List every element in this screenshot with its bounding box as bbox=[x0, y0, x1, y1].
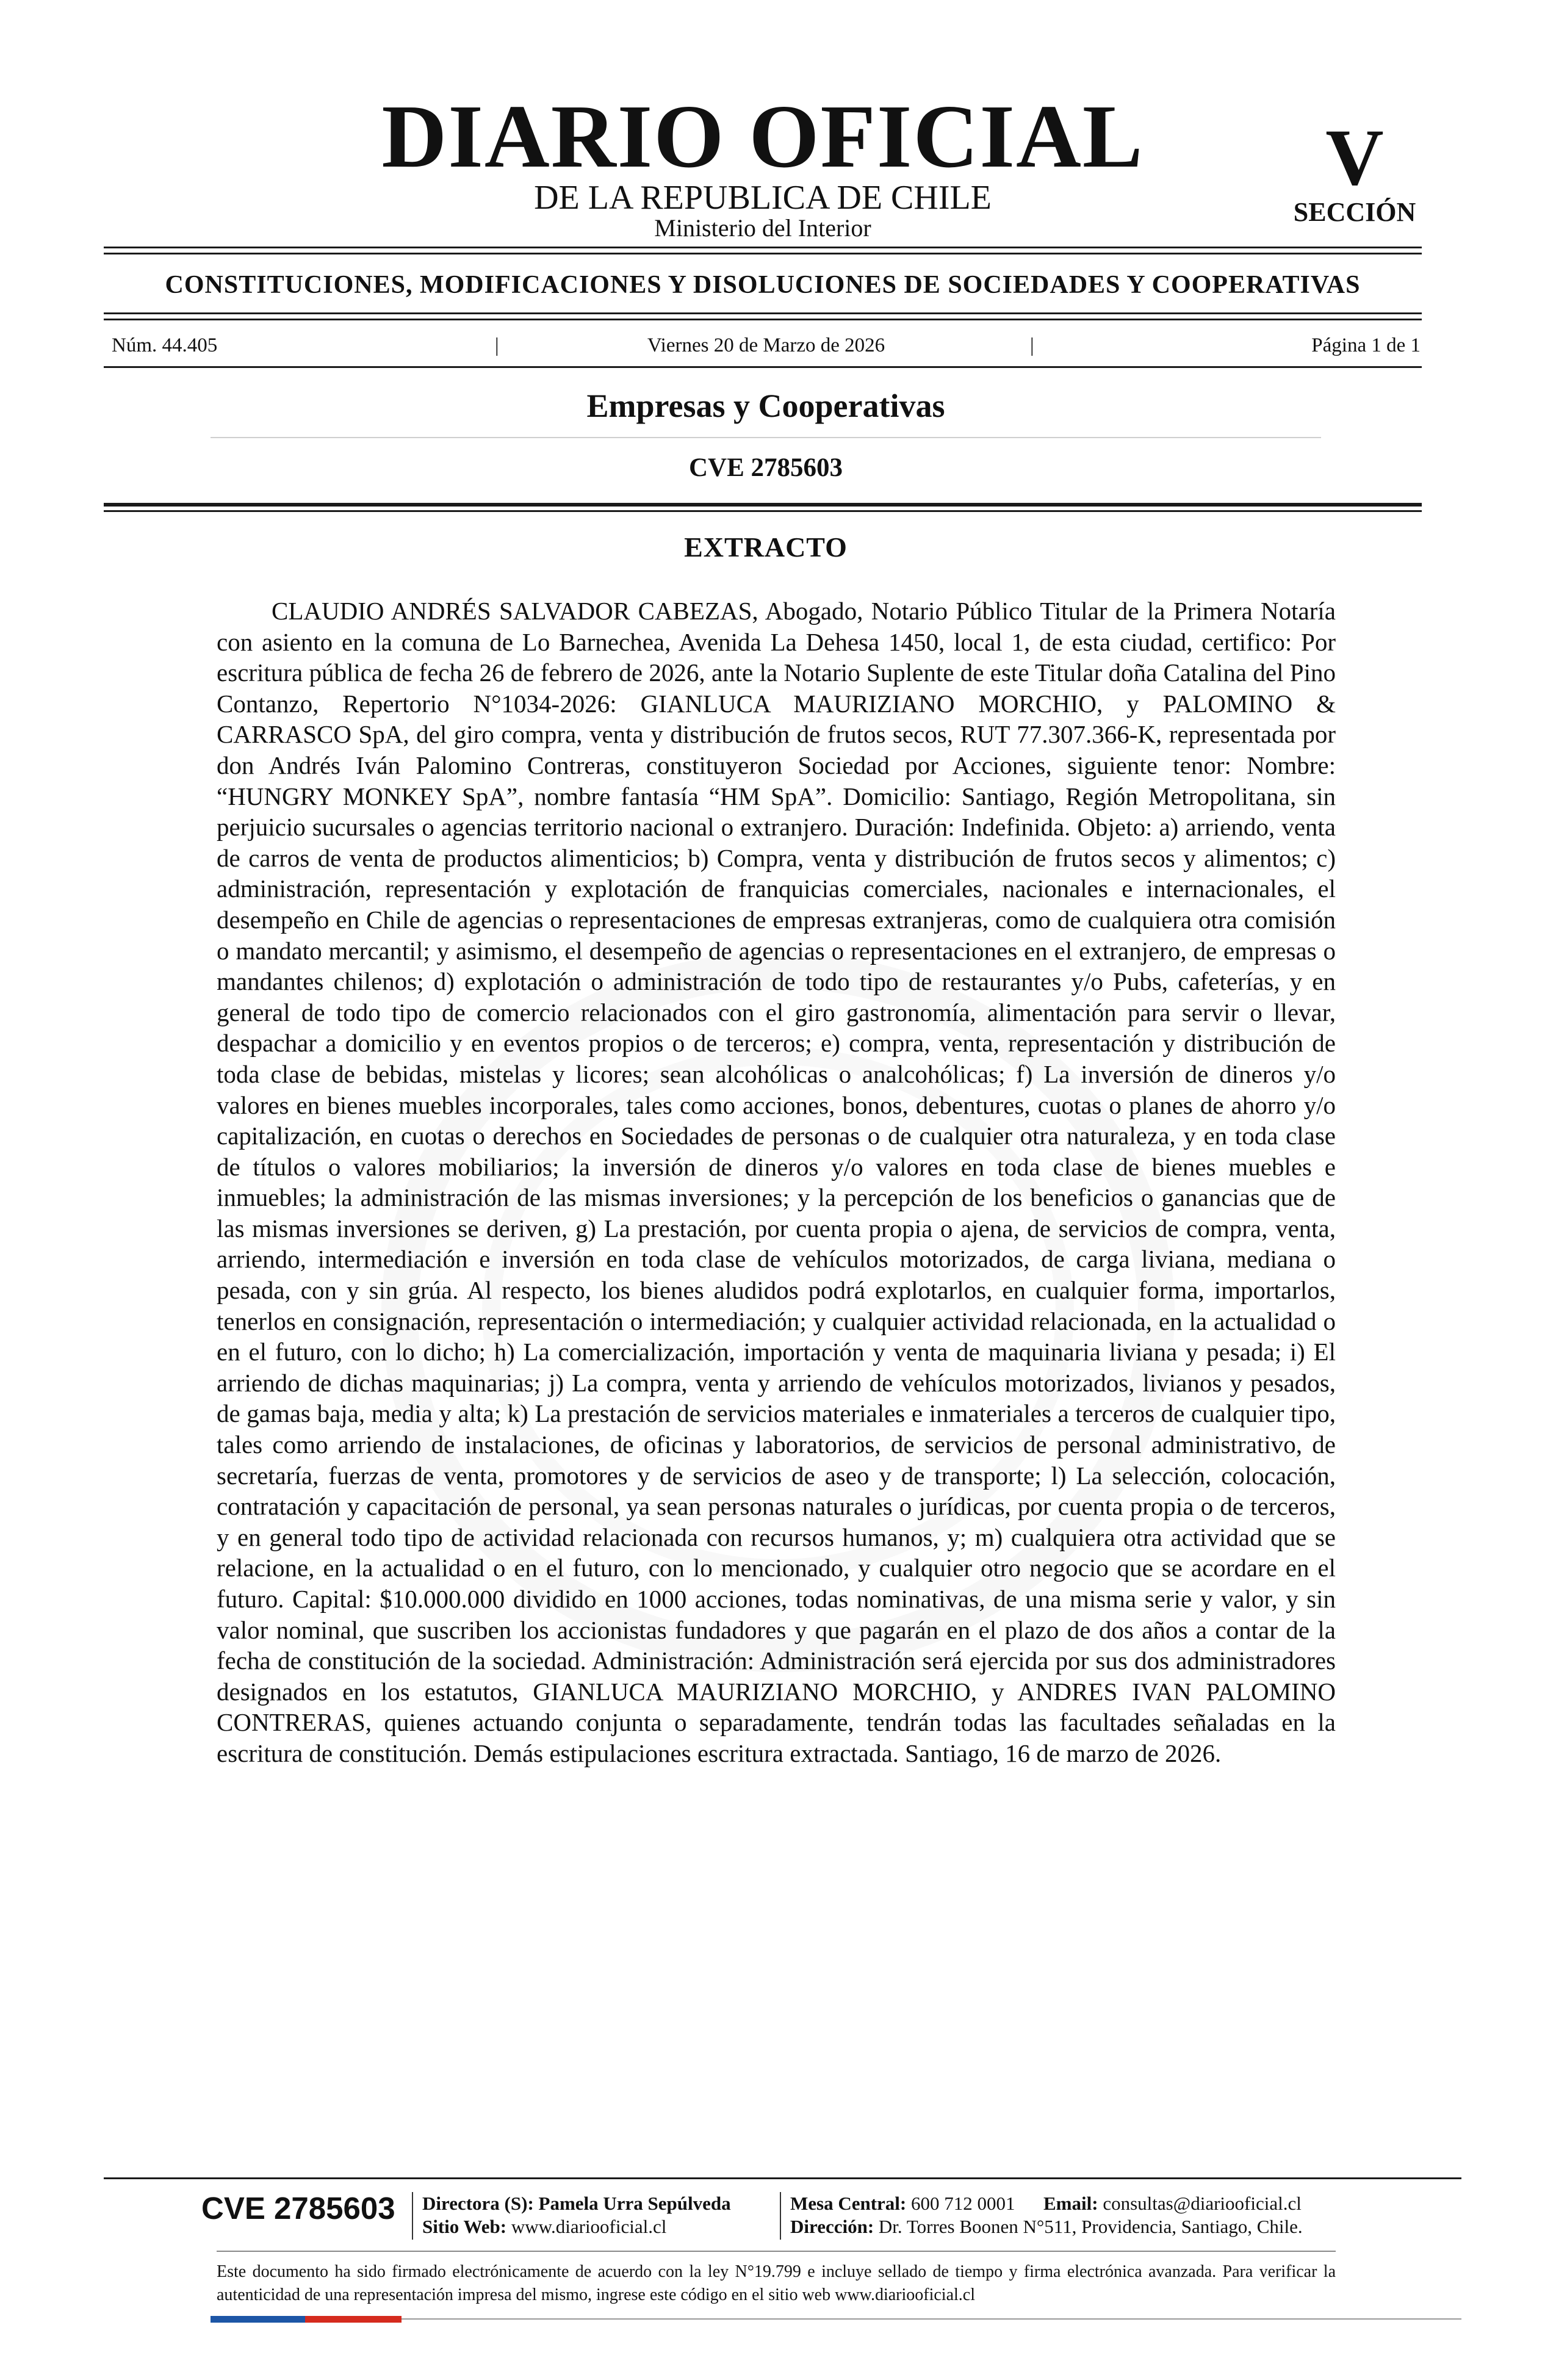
footer-address-line bbox=[790, 2215, 1303, 2238]
footer-divider bbox=[780, 2192, 781, 2240]
rule-top-2 bbox=[104, 253, 1422, 254]
footer-top-rule bbox=[104, 2177, 1461, 2179]
footer-email-label: Email: bbox=[1043, 2193, 1098, 2214]
masthead-subtitle: DE LA REPUBLICA DE CHILE bbox=[534, 179, 992, 217]
footer-phone-value: 600 712 0001 bbox=[911, 2193, 1015, 2214]
cve-code: CVE 2785603 bbox=[688, 453, 843, 482]
footer-site-value[interactable]: www.diariooficial.cl bbox=[511, 2216, 667, 2237]
footer-address-label: Dirección: bbox=[790, 2216, 874, 2237]
section-heading: CONSTITUCIONES, MODIFICACIONES Y DISOLUCIONES DE SOCIEDADES Y COOPERATIVAS bbox=[165, 271, 1361, 299]
page-count: Página 1 de 1 bbox=[1311, 334, 1421, 356]
extract-title: EXTRACTO bbox=[684, 532, 848, 563]
footer-site-line bbox=[422, 2215, 731, 2238]
footer-bottom-rule bbox=[402, 2318, 1461, 2320]
rule-mid-2 bbox=[104, 319, 1422, 320]
rule-mid-1 bbox=[104, 312, 1422, 314]
flag-stripe-blue bbox=[211, 2316, 305, 2323]
extract-body: CLAUDIO ANDRÉS SALVADOR CABEZAS, Abogado, Notario Público Titular de la Primera Notaría con asiento en la comuna de Lo Barnechea, Avenida La Dehesa 1450, local 1, de esta ciudad, certifico: Por escritura pública de fecha 26 de febrero de 2026, ante la Notario Suplente de este Titular doña Catalina del Pino Contanzo, Repertorio N°1034-2026: GIANLUCA MAURIZIANO MORCHIO, y PALOMINO & CARRASCO SpA, del giro compra, venta y distribución de frutos secos, RUT 77.307.366-K, representada por don Andrés Iván Palomino Contreras, constituyeron Sociedad por Acciones, siguiente tenor: Nombre: “HUNGRY MONKEY SpA”, nombre fantasía “HM SpA”. Domicilio: Santiago, Región Metropolitana, sin perjuicio sucursales o agencias territorio nacional o extranjero. Duración: Indefinida. Objeto: a) arriendo, venta de carros de venta de productos alimenticios; b) Compra, venta y distribución de frutos secos y alimentos; c) administración, representación y explotación de franquicias comerciales, nacionales e internacionales, el desempeño en Chile de agencias o representaciones de empresas extranjeras, como de cualquiera otra comisión o mandato mercantil; y asimismo, el desempeño de agencias o representaciones en el extranjero, de empresas o mandantes chilenos; d) explotación o administración de todo tipo de restaurantes y/o Pubs, cafeterías, y en general de todo tipo de comercio relacionados con el giro gastronomía, alimentación para servir o llevar, despachar a domicilio y en eventos propios o de terceros; e) compra, venta, representación y distribución de toda clase de bebidas, mistelas y licores; sean alcohólicas o analcohólicas; f) La inversión de dineros y/o valores en bienes muebles incorporales, tales como acciones, bonos, debentures, cuotas o planes de ahorro y/o capitalización, en cuotas o derechos en Sociedades de personas o de cualquier otra naturaleza, y en toda clase de títulos o valores mobiliarios; la inversión de dineros y/o valores en toda clase de bienes muebles e inmuebles; la administración de las mismas inversiones; y la percepción de los beneficios o ganancias que de las mismas inversiones se deriven, g) La prestación, por cuenta propia o ajena, de servicios de compra, venta, arriendo, intermediación e inversión en toda clase de vehículos motorizados, de carga liviana, mediana o pesada, con y sin grúa. Al respecto, los bienes aludidos podrá explotarlos, en cualquier forma, importarlos, tenerlos en consignación, representación o intermediación; y cualquier actividad relacionada, en la actualidad o en el futuro, con lo dicho; h) La comercialización, importación y venta de maquinaria liviana y pesada; i) El arriendo de dichas maquinarias; j) La compra, venta y arriendo de vehículos motorizados, livianos y pesados, de gamas baja, media y alta; k) La prestación de servicios materiales e inmateriales a terceros de cualquier tipo, tales como arriendo de instalaciones, de oficinas y laboratorios, de servicios de personal administrativo, de secretaría, fuerzas de venta, promotores y de servicios de aseo y de transporte; l) La selección, colocación, contratación y capacitación de personal, ya sean personas naturales o jurídicas, por cuenta propia o de terceros, y en general todo tipo de actividad relacionada con recursos humanos, y; m) cualquiera otra actividad que se relacione, en la actualidad o en el futuro, con lo mencionado, y cualquier otro negocio que se acordare en el futuro. Capital: $10.000.000 dividido en 1000 acciones, todas nominativas, de una misma serie y valor, y sin valor nominal, que suscriben los accionistas fundadores y que pagarán en el plazo de dos años a contar de la fecha de constitución de la sociedad. Administración: Administración será ejercida por sus dos administradores designados en los estatutos, GIANLUCA MAURIZIANO MORCHIO, y ANDRES IVAN PALOMINO CONTRERAS, quienes actuando conjunta o separadamente, tendrán todas las facultades señaladas en la escritura de constitución. Demás estipulaciones escritura extractada. Santiago, 16 de marzo de 2026. bbox=[217, 597, 1336, 1767]
rule-thick-1 bbox=[104, 503, 1422, 507]
footer-director-value: Pamela Urra Sepúlveda bbox=[538, 2193, 731, 2214]
footer-site-label: Sitio Web: bbox=[422, 2216, 507, 2237]
section-letter: V bbox=[1325, 112, 1384, 202]
section-word: SECCIÓN bbox=[1293, 197, 1416, 227]
masthead-ministry: Ministerio del Interior bbox=[654, 214, 871, 242]
rule-meta-bottom bbox=[104, 366, 1422, 368]
footer-divider bbox=[412, 2192, 413, 2240]
footer-phone-label: Mesa Central: bbox=[790, 2193, 907, 2214]
footer-note-rule bbox=[217, 2251, 1336, 2252]
issue-meta-row bbox=[112, 333, 1421, 358]
rule-thick-2 bbox=[104, 510, 1422, 512]
masthead-title: DIARIO OFICIAL bbox=[381, 87, 1144, 187]
flag-stripe-red bbox=[305, 2316, 402, 2323]
footer-signature-note: Este documento ha sido firmado electrónicamente de acuerdo con la ley N°19.799 e incluye sellado de tiempo y firma electrónica avanzada. Para verificar la autenticidad de una representación impresa del mismo, ingrese este código en el sitio web www.diariooficial.cl bbox=[217, 2262, 1336, 2304]
meta-separator: | bbox=[1030, 334, 1034, 356]
category-title: Empresas y Cooperativas bbox=[586, 388, 945, 424]
meta-separator: | bbox=[495, 334, 499, 356]
footer-contact-left bbox=[422, 2192, 731, 2238]
footer-director-label: Directora (S): bbox=[422, 2193, 534, 2214]
footer-cve-code: CVE 2785603 bbox=[201, 2191, 395, 2226]
footer-phone-email-line bbox=[790, 2192, 1303, 2215]
category-underline bbox=[211, 437, 1321, 438]
footer-email-value[interactable]: consultas@diariooficial.cl bbox=[1103, 2193, 1302, 2214]
footer-contact-right bbox=[790, 2192, 1303, 2238]
rule-top-1 bbox=[104, 247, 1422, 248]
footer-address-value: Dr. Torres Boonen N°511, Providencia, Santiago, Chile. bbox=[878, 2216, 1303, 2237]
issue-number: Núm. 44.405 bbox=[112, 334, 218, 356]
issue-date: Viernes 20 de Marzo de 2026 bbox=[647, 334, 885, 356]
footer-director-line bbox=[422, 2192, 731, 2215]
